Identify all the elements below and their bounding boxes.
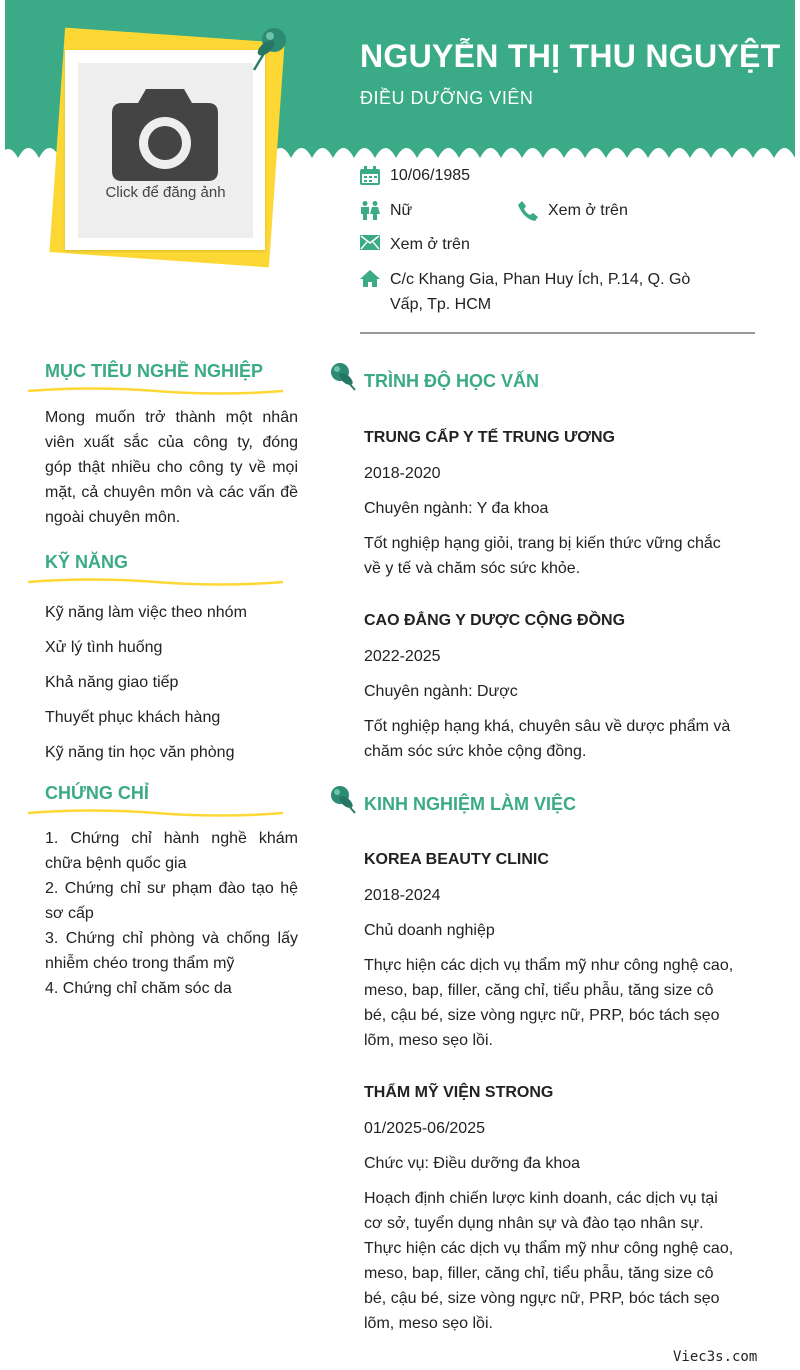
- candidate-name: NGUYỄN THỊ THU NGUYỆT: [360, 38, 781, 74]
- phone-value[interactable]: Xem ở trên: [548, 202, 628, 219]
- education-entry: [364, 610, 734, 764]
- list-item: Kỹ năng làm việc theo nhóm: [45, 604, 247, 621]
- pushpin-icon: [328, 784, 356, 814]
- gender-value: Nữ: [390, 202, 413, 219]
- wave-underline: [28, 808, 283, 818]
- phone-icon: [518, 201, 538, 221]
- work-role: Chủ doanh nghiệp: [364, 922, 495, 939]
- pushpin-icon: [328, 361, 356, 391]
- work-period: 01/2025-06/2025: [364, 1120, 485, 1137]
- camera-icon: [112, 89, 218, 181]
- photo-upload-button[interactable]: [78, 63, 253, 238]
- study-major: Chuyên ngành: Y đa khoa: [364, 500, 549, 517]
- birthday-value: 10/06/1985: [390, 167, 471, 184]
- work-description: Hoạch định chiến lược kinh doanh, các dịch vụ tại cơ sở, tuyển dụng nhân sự và đào tạo nhân sự. Thực hiện các dịch vụ thẩm mỹ như công nghệ cao, meso, bap, filler, căng chỉ, tiểu phẫu, tăng size cô bé, cậu bé, size vòng ngực nữ, PRP, bóc tách sẹo lõm, meso sẹo lồi.: [364, 1190, 734, 1332]
- certificates-title: CHỨNG CHỈ: [45, 783, 149, 803]
- pushpin-icon: [250, 24, 290, 72]
- photo-caption: Click để đăng ảnh: [105, 184, 226, 201]
- list-item: Xử lý tình huống: [45, 639, 163, 656]
- study-description: Tốt nghiệp hạng giỏi, trang bị kiến thức vững chắc về y tế và chăm sóc sức khỏe.: [364, 535, 721, 577]
- home-icon: [360, 270, 380, 287]
- watermark: Viec3s.com: [673, 1349, 758, 1365]
- email-icon: [360, 235, 380, 250]
- objective-text: Mong muốn trở thành một nhân viên xuất sắc của công ty, đóng góp thật nhiều cho công ty về mọi mặt, cả chuyên môn và các vấn đề ngoài chuyên môn.: [45, 409, 298, 526]
- list-item: Kỹ năng tin học văn phòng: [45, 744, 235, 761]
- wave-underline: [28, 386, 283, 396]
- education-entry: [364, 427, 734, 581]
- work-period: 2018-2024: [364, 887, 441, 904]
- certificates-list: [45, 826, 298, 1001]
- job-title: ĐIỀU DƯỠNG VIÊN: [360, 88, 534, 108]
- school-name: CAO ĐẲNG Y DƯỢC CỘNG ĐỒNG: [364, 612, 626, 629]
- skills-list: [45, 602, 298, 777]
- list-item: 3. Chứng chỉ phòng và chống lấy nhiễm chéo trong thẩm mỹ: [45, 930, 298, 972]
- study-description: Tốt nghiệp hạng khá, chuyên sâu về dược phẩm và chăm sóc sức khỏe cộng đồng.: [364, 718, 731, 760]
- address-line-2: Vấp, Tp. HCM: [390, 296, 492, 313]
- wave-underline: [28, 577, 283, 587]
- list-item: Khả năng giao tiếp: [45, 674, 179, 691]
- education-title: TRÌNH ĐỘ HỌC VẤN: [364, 371, 539, 391]
- study-major: Chuyên ngành: Dược: [364, 683, 518, 700]
- gender-icon: [360, 201, 380, 220]
- list-item: 1. Chứng chỉ hành nghề khám chữa bệnh quốc gia: [45, 830, 298, 872]
- address-line-1: C/c Khang Gia, Phan Huy Ích, P.14, Q. Gò: [390, 271, 691, 288]
- study-period: 2022-2025: [364, 648, 441, 665]
- skills-title: KỸ NĂNG: [45, 552, 129, 572]
- company-name: THẨM MỸ VIỆN STRONG: [364, 1084, 554, 1101]
- school-name: TRUNG CẤP Y TẾ TRUNG ƯƠNG: [364, 429, 615, 446]
- experience-title: KINH NGHIỆM LÀM VIỆC: [364, 794, 577, 814]
- list-item: Thuyết phục khách hàng: [45, 709, 221, 726]
- work-role: Chức vụ: Điều dưỡng đa khoa: [364, 1155, 581, 1172]
- work-description: Thực hiện các dịch vụ thẩm mỹ như công nghệ cao, meso, bap, filler, căng chỉ, tiểu phẫu, tăng size cô bé, cậu bé, size vòng ngực nữ, PRP, bóc tách sẹo lõm, meso sẹo lồi.: [364, 957, 734, 1049]
- email-value[interactable]: Xem ở trên: [390, 236, 470, 253]
- experience-entry: [364, 849, 734, 1053]
- list-item: 4. Chứng chỉ chăm sóc da: [45, 980, 232, 997]
- calendar-icon: [360, 166, 380, 185]
- objective-title: MỤC TIÊU NGHỀ NGHIỆP: [45, 361, 264, 381]
- experience-entry: [364, 1082, 734, 1336]
- list-item: 2. Chứng chỉ sư phạm đào tạo hệ sơ cấp: [45, 880, 298, 922]
- contact-divider: [360, 332, 755, 334]
- study-period: 2018-2020: [364, 465, 441, 482]
- company-name: KOREA BEAUTY CLINIC: [364, 851, 549, 868]
